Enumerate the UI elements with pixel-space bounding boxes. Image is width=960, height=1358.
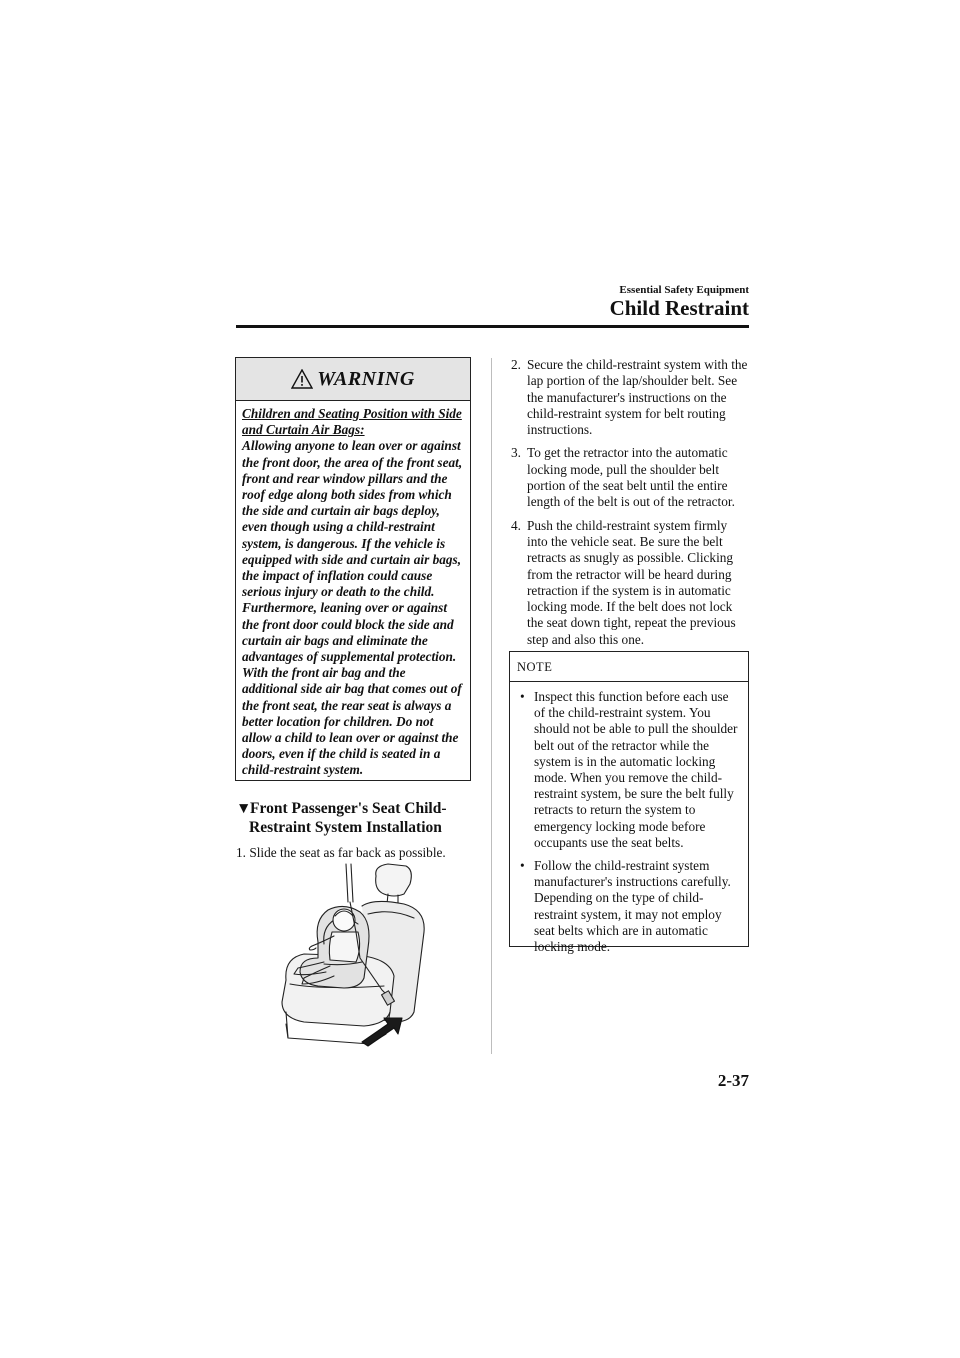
step-2 — [511, 357, 751, 438]
column-divider — [491, 358, 492, 1054]
step-text: To get the retractor into the automatic locking mode, pull the shoulder belt portion of the seat belt until the entire length of the belt is out of the retractor. — [527, 445, 735, 510]
bullet-icon: • — [520, 689, 525, 704]
warning-box — [235, 357, 471, 781]
warning-header — [236, 358, 470, 401]
step-4 — [511, 518, 751, 648]
section-header: Essential Safety Equipment — [619, 284, 749, 296]
warning-subheading: Children and Seating Position with Side and Curtain Air Bags: — [242, 406, 462, 438]
note-item-text: Follow the child-restraint system manufacturer's instructions carefully. Depending on the type of child-restraint system, it may not employ seat belts which are in automatic locking mode. — [534, 858, 731, 955]
step-number: 1. — [236, 845, 246, 860]
page-number: 2-37 — [717, 1071, 749, 1090]
list-item — [518, 858, 742, 955]
note-label: NOTE — [510, 652, 748, 682]
note-list — [510, 682, 748, 955]
section-heading-line2: Restraint System Installation — [249, 819, 442, 836]
step-text: Push the child-restraint system firmly into the vehicle seat. Be sure the belt retracts as snugly as possible. Clicking from the retractor will be heard during retraction if the system is in automatic locking mode. If the belt does not lock the seat down tight, repeat the previous step and also this one. — [527, 517, 736, 647]
child-seat-illustration — [264, 862, 444, 1048]
warning-triangle-icon — [291, 369, 313, 389]
step-1 — [236, 845, 486, 861]
section-heading — [236, 799, 481, 837]
warning-text: Allowing anyone to lean over or against the front door, the area of the front seat, front and rear window pillars and the roof edge along both sides from which the side and curtain air bags deploy, even though using a child-restraint system, is dangerous. If the vehicle is equipped with side and curtain air bags, the impact of inflation could cause serious injury or death to the child. Furthermore, leaning over or against the front door could block the side and curtain air bags and eliminate the advantages of supplemental protection. With the front air bag and the additional side air bag that comes out of the front seat, the rear seat is always a better location for children. Do not allow a child to lean over or against the doors, even if the child is seated in a child-restraint system. — [242, 438, 463, 778]
child-seat-drawing — [264, 862, 444, 1048]
step-3 — [511, 445, 751, 510]
step-number: 3. — [511, 445, 521, 461]
section-heading-line1: Front Passenger's Seat Child- — [250, 800, 447, 817]
header-rule — [236, 325, 749, 328]
list-item — [518, 689, 742, 851]
page-title: Child Restraint — [609, 296, 749, 320]
step-text: Slide the seat as far back as possible. — [249, 845, 446, 860]
warning-body — [236, 401, 470, 779]
installation-steps — [511, 357, 751, 655]
bullet-icon: • — [520, 858, 525, 874]
note-item-text: Inspect this function before each use of the child-restraint system. You should not be able to pull the shoulder belt out of the retractor while the system is in the automatic locking mode. When you remove the child-restraint system, be sure the belt fully retracts to return the system to emergency locking mode before occupants use the seat belts. — [534, 689, 738, 850]
step-text: Secure the child-restraint system with the lap portion of the lap/shoulder belt. See the manufacturer's instructions on the child-restraint system for belt routing instructions. — [527, 357, 748, 438]
step-number: 4. — [511, 517, 521, 533]
step-number: 2. — [511, 357, 521, 372]
warning-label: WARNING — [317, 367, 415, 390]
triangle-marker-icon: ▼ — [236, 800, 252, 817]
note-box — [509, 651, 749, 955]
